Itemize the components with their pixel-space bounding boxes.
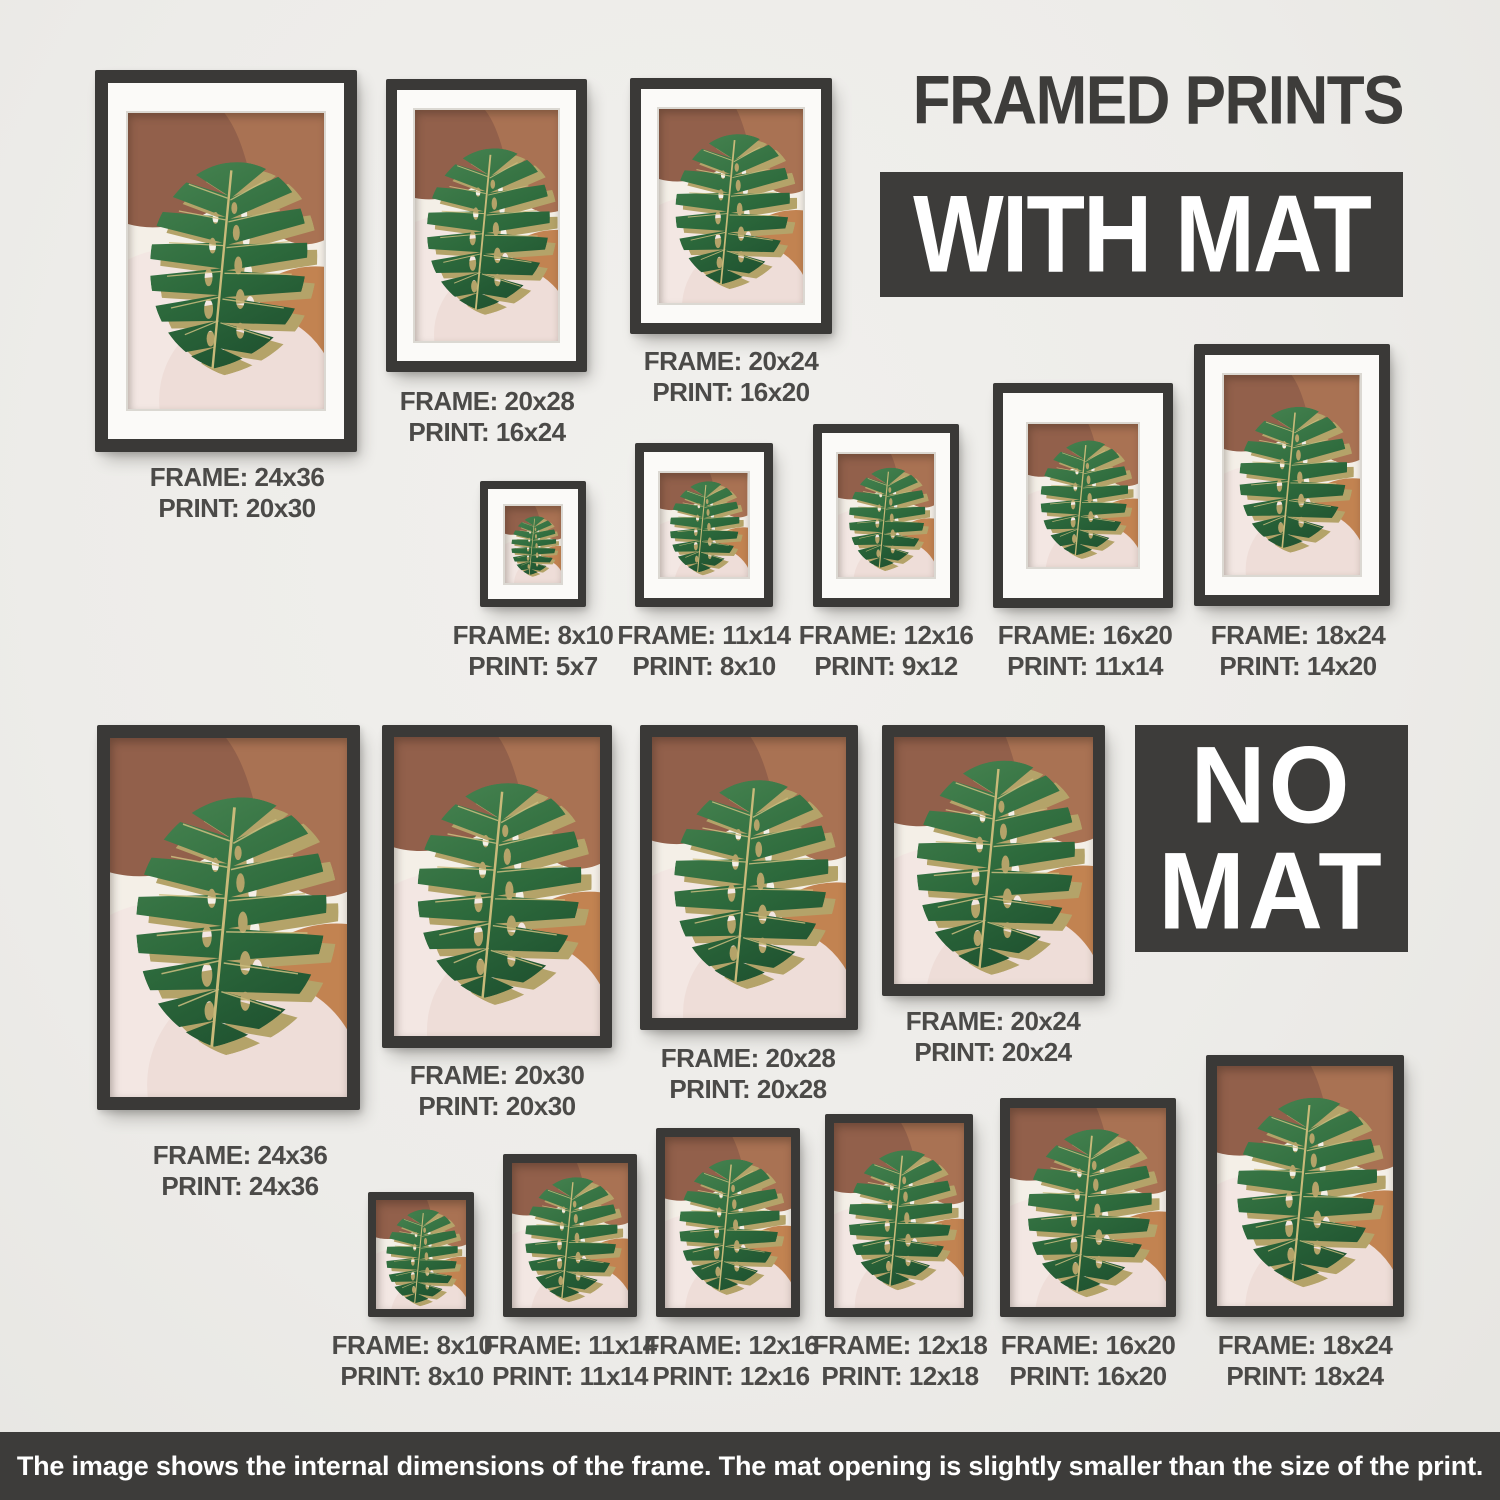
frame-molding <box>882 725 1105 996</box>
print-area <box>512 1163 628 1308</box>
framed-print-no-mat-20x30 <box>382 725 612 1048</box>
monstera-artwork <box>838 454 934 578</box>
mat-window <box>660 473 747 577</box>
no-mat-banner <box>1135 725 1408 952</box>
frame-molding <box>1194 344 1390 606</box>
frame-molding <box>993 383 1173 608</box>
monstera-artwork <box>128 113 325 410</box>
frame-molding <box>95 70 357 452</box>
monstera-artwork <box>659 109 803 304</box>
print-size-text: PRINT: 9x12 <box>814 651 958 681</box>
print-size-text: PRINT: 14x20 <box>1219 651 1377 681</box>
monstera-artwork <box>894 737 1093 984</box>
mat-board <box>1003 393 1163 598</box>
no-mat-banner-line2: MAT <box>1158 830 1385 953</box>
frame-size-text: FRAME: 20x28 <box>399 386 575 416</box>
monstera-artwork <box>1010 1108 1166 1307</box>
size-label <box>843 1006 1143 1068</box>
frame-molding <box>825 1114 973 1317</box>
print-size-text: PRINT: 8x10 <box>632 651 776 681</box>
framed-print-no-mat-24x36 <box>97 725 360 1110</box>
frame-size-text: FRAME: 18x24 <box>1210 620 1386 650</box>
frame-size-text: FRAME: 16x20 <box>997 620 1173 650</box>
mat-board <box>397 90 576 361</box>
frame-size-text: FRAME: 24x36 <box>149 462 325 492</box>
frame-size-text: FRAME: 20x24 <box>905 1006 1081 1036</box>
frame-molding <box>1000 1098 1176 1317</box>
frame-size-text: FRAME: 18x24 <box>1217 1330 1393 1360</box>
frame-size-text: FRAME: 8x10 <box>452 620 614 650</box>
print-size-text: PRINT: 11x14 <box>1007 651 1163 681</box>
print-size-text: PRINT: 11x14 <box>492 1361 648 1391</box>
frame-molding <box>635 443 773 607</box>
print-size-text: PRINT: 16x20 <box>652 377 810 407</box>
framed-print-no-mat-12x16 <box>656 1128 800 1317</box>
monstera-artwork <box>1028 424 1138 568</box>
print-area <box>834 1123 964 1308</box>
print-size-text: PRINT: 12x18 <box>821 1361 979 1391</box>
print-size-text: PRINT: 20x24 <box>914 1037 1072 1067</box>
size-label <box>1155 1330 1455 1392</box>
size-label <box>1148 620 1448 682</box>
frame-molding <box>97 725 360 1110</box>
mat-window <box>659 109 803 304</box>
mat-board <box>488 489 578 599</box>
framed-print-no-mat-8x10 <box>368 1192 474 1317</box>
frame-size-text: FRAME: 20x28 <box>660 1043 836 1073</box>
frame-size-text: FRAME: 16x20 <box>1000 1330 1176 1360</box>
frame-size-text: FRAME: 8x10 <box>331 1330 493 1360</box>
frame-molding <box>1206 1055 1404 1317</box>
monstera-artwork <box>394 737 600 1036</box>
monstera-artwork <box>1224 375 1359 575</box>
frame-molding <box>368 1192 474 1317</box>
frame-size-text: FRAME: 24x36 <box>152 1140 328 1170</box>
mat-window <box>1224 375 1359 575</box>
frame-molding <box>480 481 586 607</box>
print-size-text: PRINT: 16x24 <box>408 417 566 447</box>
frame-size-text: FRAME: 12x16 <box>643 1330 819 1360</box>
monstera-artwork <box>376 1200 466 1309</box>
size-label <box>87 462 387 524</box>
frame-molding <box>386 79 587 372</box>
no-mat-banner-line1: NO <box>1190 724 1353 847</box>
frame-molding <box>656 1128 800 1317</box>
frame-size-text: FRAME: 20x30 <box>409 1060 585 1090</box>
print-size-text: PRINT: 8x10 <box>340 1361 484 1391</box>
framed-print-no-mat-16x20 <box>1000 1098 1176 1317</box>
mat-board <box>1205 355 1379 595</box>
print-area <box>1010 1108 1166 1307</box>
mat-window <box>838 454 934 578</box>
print-area <box>394 737 600 1036</box>
mat-board <box>822 433 950 598</box>
monstera-artwork <box>512 1163 628 1308</box>
monstera-artwork <box>415 110 558 342</box>
framed-print-no-mat-20x24 <box>882 725 1105 996</box>
frame-molding <box>630 78 832 334</box>
page-title: FRAMED PRINTS <box>912 63 1403 139</box>
mat-window <box>128 113 325 410</box>
print-size-text: PRINT: 16x20 <box>1009 1361 1167 1391</box>
print-area <box>110 738 347 1097</box>
print-size-text: PRINT: 12x16 <box>652 1361 810 1391</box>
frame-size-text: FRAME: 20x24 <box>643 346 819 376</box>
monstera-artwork <box>660 473 747 577</box>
monstera-artwork <box>1217 1066 1393 1306</box>
with-mat-banner <box>880 172 1403 297</box>
print-size-text: PRINT: 20x28 <box>669 1074 827 1104</box>
with-mat-banner-text: WITH MAT <box>913 172 1370 295</box>
print-size-text: PRINT: 18x24 <box>1226 1361 1384 1391</box>
print-size-text: PRINT: 5x7 <box>468 651 598 681</box>
print-area <box>652 737 846 1018</box>
size-label <box>581 346 881 408</box>
frame-size-text: FRAME: 12x18 <box>812 1330 988 1360</box>
mat-board <box>108 83 344 439</box>
print-area <box>376 1200 466 1309</box>
print-area <box>1217 1066 1393 1306</box>
monstera-artwork <box>110 738 347 1097</box>
footer-disclaimer-bar <box>0 1432 1500 1500</box>
framed-print-no-mat-12x18 <box>825 1114 973 1317</box>
frame-molding <box>382 725 612 1048</box>
footer-disclaimer-text: The image shows the internal dimensions of the frame. The mat opening is slightly smaller than the size of the print. <box>16 1450 1484 1481</box>
frame-size-text: FRAME: 12x16 <box>798 620 974 650</box>
frame-molding <box>640 725 858 1030</box>
framed-print-with-mat-8x10 <box>480 481 586 607</box>
mat-window <box>1028 424 1138 568</box>
framed-print-no-mat-20x28 <box>640 725 858 1030</box>
monstera-artwork <box>652 737 846 1018</box>
print-area <box>665 1137 791 1308</box>
print-size-text: PRINT: 20x30 <box>418 1091 576 1121</box>
framed-print-no-mat-18x24 <box>1206 1055 1404 1317</box>
monstera-artwork <box>834 1123 964 1308</box>
frame-size-text: FRAME: 11x14 <box>617 620 791 650</box>
framed-print-no-mat-11x14 <box>503 1154 637 1317</box>
mat-board <box>641 89 821 323</box>
framed-print-with-mat-24x36 <box>95 70 357 452</box>
framed-print-with-mat-12x16 <box>813 424 959 607</box>
framed-print-with-mat-18x24 <box>1194 344 1390 606</box>
framed-print-with-mat-16x20 <box>993 383 1173 608</box>
mat-window <box>505 506 561 583</box>
frame-size-text: FRAME: 11x14 <box>483 1330 657 1360</box>
print-area <box>894 737 1093 984</box>
frame-molding <box>503 1154 637 1317</box>
monstera-artwork <box>665 1137 791 1308</box>
mat-window <box>415 110 558 342</box>
framed-print-with-mat-20x24 <box>630 78 832 334</box>
print-size-text: PRINT: 20x30 <box>158 493 316 523</box>
frame-molding <box>813 424 959 607</box>
mat-board <box>644 452 764 598</box>
framed-print-with-mat-20x28 <box>386 79 587 372</box>
framed-print-with-mat-11x14 <box>635 443 773 607</box>
print-size-text: PRINT: 24x36 <box>161 1171 319 1201</box>
size-label <box>90 1140 390 1202</box>
monstera-artwork <box>505 506 561 583</box>
